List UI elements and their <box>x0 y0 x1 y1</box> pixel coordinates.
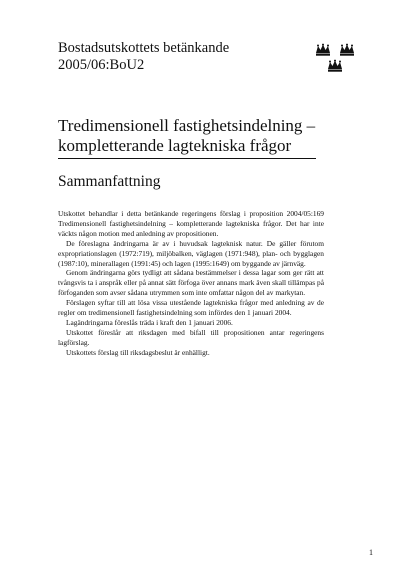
committee-header <box>58 40 229 74</box>
paragraph: De föreslagna ändringarna är av i huvudsak lagteknisk natur. De gäller förutom expropriationslagen (1972:719), miljöbalken, väglagen (1971:948), plan- och bygglagen (1987:10), minerallagen (1991:45) och lagen (1995:1649) om byggande av järnväg. <box>58 238 324 268</box>
report-number: 2005/06:BoU2 <box>58 57 145 73</box>
three-crowns-icon <box>314 40 358 74</box>
title-divider <box>58 158 316 159</box>
section-heading: Sammanfattning <box>58 173 161 190</box>
paragraph: Genom ändringarna görs tydligt att sådana bestämmelser i dessa lagar som ger rätt att tvångsvis ta i anspråk eller på annat sätt förfoga över annans mark även skall tillämpas på förfoganden som avser sådana utrymmen som inte omfattar någon del av markytan. <box>58 268 324 298</box>
title-line-1: Tredimensionell fastighetsindelning – <box>58 116 316 135</box>
paragraph: Förslagen syftar till att lösa vissa utestående lagtekniska frågor med anledning av de regler om tredimensionell fastighetsindelning som infördes den 1 januari 2004. <box>58 298 324 318</box>
paragraph: Utskottet föreslår att riksdagen med bifall till propositionen antar regeringens lagförslag. <box>58 327 324 347</box>
paragraph: Utskottet behandlar i detta betänkande regeringens förslag i proposition 2004/05:169 Tredimensionell fastighetsindelning – kompletterande lagtekniska frågor. Det har inte väckts någon motion med anledning av propositionen. <box>58 209 324 238</box>
paragraph: Lagändringarna föreslås träda i kraft den 1 januari 2006. <box>66 317 233 327</box>
committee-name: Bostadsutskottets betänkande <box>58 40 230 56</box>
page-number: 1 <box>369 548 373 557</box>
paragraph: Utskottets förslag till riksdagsbeslut är enhälligt. <box>66 347 210 357</box>
document-title <box>58 116 328 156</box>
title-line-2: kompletterande lagtekniska frågor <box>58 136 292 155</box>
summary-body <box>58 209 324 358</box>
